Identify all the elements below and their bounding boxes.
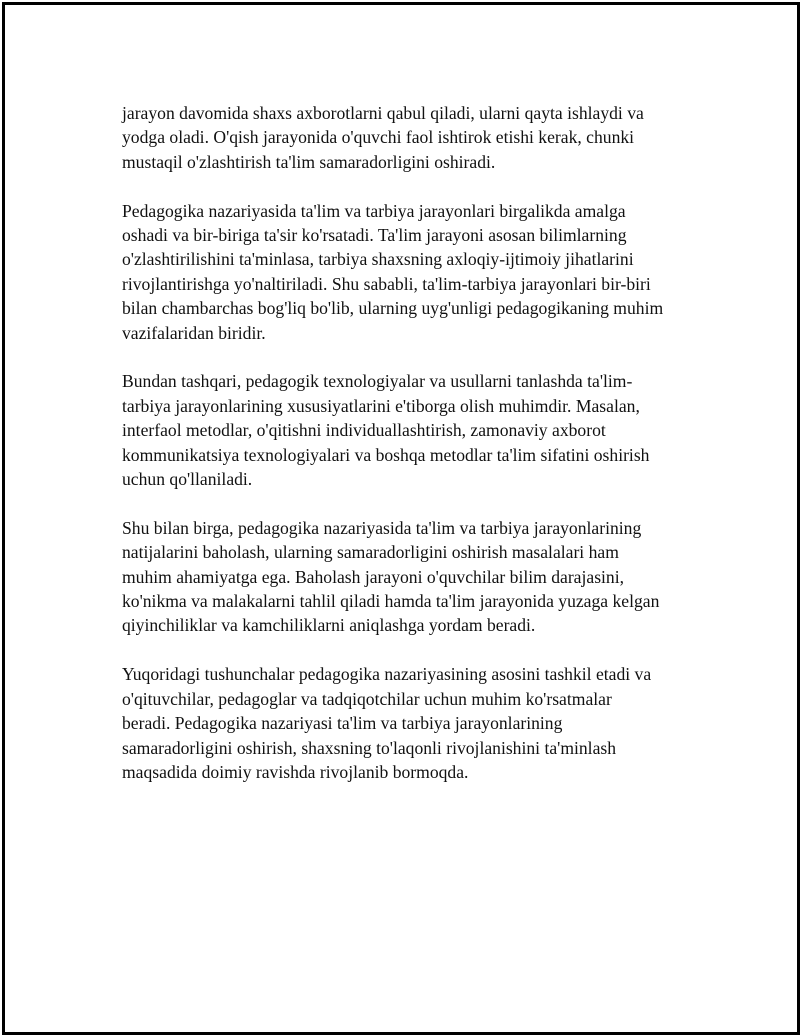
document-body (122, 101, 702, 809)
text-line: mustaqil o'zlashtirish ta'lim samaradorligini oshiradi. (122, 151, 496, 172)
paragraph-2 (122, 199, 702, 345)
text-line: Bundan tashqari, pedagogik texnologiyalar va usullarni tanlashda ta'lim- (122, 371, 633, 392)
text-line: samaradorligini oshirish, shaxsning to'laqonli rivojlanishini ta'minlash (122, 737, 617, 758)
text-line: Yuqoridagi tushunchalar pedagogika nazariyasining asosini tashkil etadi va (122, 664, 652, 685)
text-line: muhim ahamiyatga ega. Baholash jarayoni o'quvchilar bilim darajasini, (122, 566, 625, 587)
text-line: jarayon davomida shaxs axborotlarni qabul qiladi, ularni qayta ishlaydi va (122, 103, 644, 123)
text-line: oshadi va bir-biriga ta'sir ko'rsatadi. Ta'lim jarayoni asosan bilimlarning (122, 225, 627, 246)
text-line: vazifalaridan biridir. (122, 322, 266, 343)
page-border (2, 2, 800, 1035)
text-line: maqsadida doimiy ravishda rivojlanib bormoqda. (122, 761, 469, 782)
text-line: rivojlantirishga yo'naltiriladi. Shu sababli, ta'lim-tarbiya jarayonlari bir-biri (122, 273, 651, 294)
text-line: qiyinchiliklar va kamchiliklarni aniqlashga yordam beradi. (122, 615, 536, 636)
paragraph-1 (122, 101, 702, 174)
paragraph-3 (122, 369, 702, 491)
text-line: natijalarini baholash, ularning samaradorligini oshirish masalalari ham (122, 542, 619, 563)
text-line: o'zlashtirilishini ta'minlasa, tarbiya shaxsning axloqiy-ijtimoiy jihatlarini (122, 249, 634, 270)
text-line: bilan chambarchas bog'liq bo'lib, ularning uyg'unligi pedagogikaning muhim (122, 298, 664, 319)
paragraph-4 (122, 516, 702, 638)
text-line: beradi. Pedagogika nazariyasi ta'lim va tarbiya jarayonlarining (122, 713, 563, 734)
paragraph-5 (122, 662, 702, 784)
text-line: Shu bilan birga, pedagogika nazariyasida ta'lim va tarbiya jarayonlarining (122, 517, 642, 538)
text-line: o'qituvchilar, pedagoglar va tadqiqotchilar uchun muhim ko'rsatmalar (122, 688, 612, 709)
text-line: interfaol metodlar, o'qitishni individuallashtirish, zamonaviy axborot (122, 420, 606, 441)
text-line: Pedagogika nazariyasida ta'lim va tarbiya jarayonlari birgalikda amalga (122, 200, 626, 221)
text-line: uchun qo'llaniladi. (122, 469, 253, 490)
text-line: yodga oladi. O'qish jarayonida o'quvchi faol ishtirok etishi kerak, chunki (122, 127, 635, 148)
text-line: tarbiya jarayonlarining xususiyatlarini e'tiborga olish muhimdir. Masalan, (122, 395, 640, 416)
text-line: kommunikatsiya texnologiyalari va boshqa metodlar ta'lim sifatini oshirish (122, 444, 650, 465)
text-line: ko'nikma va malakalarni tahlil qiladi hamda ta'lim jarayonida yuzaga kelgan (122, 591, 660, 612)
